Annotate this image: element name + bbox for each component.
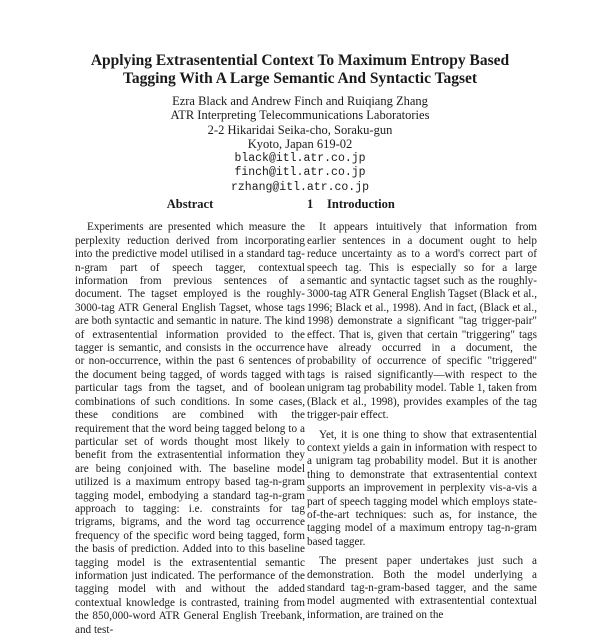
section-number: 1	[307, 197, 314, 211]
affiliation-line: 2-2 Hikaridai Seika-cho, Soraku-gun	[207, 122, 393, 137]
author-email: black@itl.atr.co.jp	[234, 151, 366, 165]
affiliation-line: Kyoto, Japan 619-02	[247, 137, 353, 151]
introduction-section	[307, 198, 537, 628]
introduction-paragraph: The present paper undertakes just such a demonstration. Both the model underlying a standard tag-n-gram-based tagger, and the same model augmented with extrasentential contextual information, are trained on the	[307, 555, 537, 621]
abstract-heading: Abstract	[166, 197, 214, 211]
introduction-heading	[307, 198, 537, 211]
author-list: Ezra Black and Andrew Finch and Ruiqiang Zhang	[172, 94, 428, 108]
introduction-paragraph: It appears intuitively that information from earlier sentences in a document ought to help reduce uncertainty as to a word's correct part of speech tag. This is especially so for a large semantic and syntactic tagset such as the roughly-3000-tag ATR General English Tagset (Black et al., 1996; Black et al., 1998). And in fact, (Black et al., 1998) demonstrate a significant "tag trigger-pair" effect. That is, given that certain "triggering" tags have already occurred in a document, the probability of occurrence of specific "triggered" tags is raised significantly—with respect to the unigram tag probability model. Table 1, taken from (Black et al., 1998), provides examples of the tag trigger-pair effect.	[307, 221, 537, 422]
author-email: rzhang@itl.atr.co.jp	[230, 180, 370, 194]
introduction-paragraph: Yet, it is one thing to show that extrasentential context yields a gain in information with respect to a unigram tag probability model. But it is another thing to demonstrate that extrasentential context supports an improvement in perplexity vis-a-vis a part of speech tagging model which employs state-of-the-art techniques: such as, for instance, the tagging model of a maximum entropy tag-n-gram based tagger.	[307, 428, 537, 548]
abstract-paragraph: Experiments are presented which measure the perplexity reduction derived from incorporating into the predictive model utilised in a standard tag-n-gram part of speech tagger, contextual information from previous sentences of a document. The tagset employed is the roughly-3000-tag ATR General English Tagset, whose tags are both syntactic and semantic in nature. The kind of extrasentential information provided to the tagger is semantic, and consists in the occurrence or non-occurrence, within the past 6 sentences of the document being tagged, of words tagged with particular tags from the tagset, and of boolean combinations of such conditions. In some cases, these conditions are combined with the requirement that the word being tagged belong to a particular set of words thought most likely to benefit from the extrasentential information they are being conjoined with. The baseline model utilized is a maximum entropy based tag-n-gram tagging model, embodying a standard tag-n-gram approach to tagging: i.e. constraints for tag trigrams, bigrams, and the word tag occurrence frequency of the specific word being tagged, form the basis of prediction. Added into to this baseline tagging model is the extrasentential semantic information just indicated. The performance of the tagging model with and without the added contextual knowledge is contrasted, training from the 850,000-word ATR General English Treebank, and test-	[75, 221, 305, 636]
affiliation-line: ATR Interpreting Telecommunications Laboratories	[170, 108, 430, 122]
paper-title-line-2: Tagging With A Large Semantic And Syntactic Tagset	[122, 70, 478, 87]
paper-header	[0, 52, 600, 195]
author-email: finch@itl.atr.co.jp	[234, 166, 366, 179]
abstract-section	[75, 198, 305, 643]
section-title: Introduction	[327, 197, 395, 211]
paper-title-line-1: Applying Extrasentential Context To Maximum Entropy Based	[90, 52, 510, 69]
